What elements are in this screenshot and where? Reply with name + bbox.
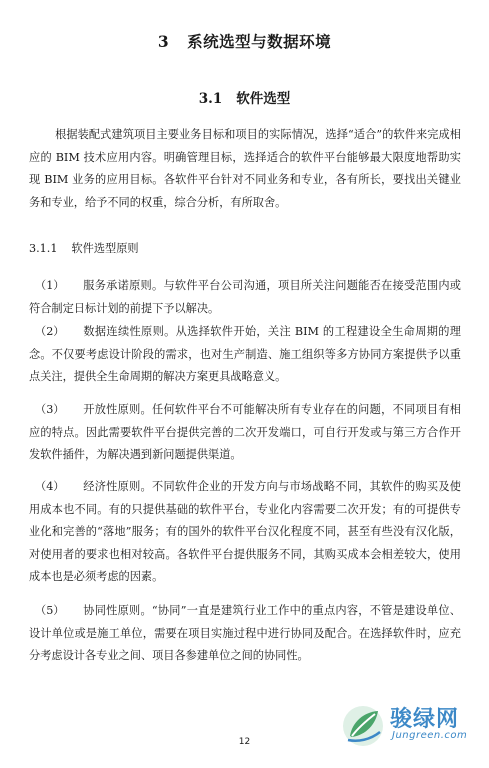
principle-number: （1） xyxy=(35,279,65,292)
intro-paragraph xyxy=(29,124,461,214)
principle-item xyxy=(29,476,461,589)
principle-item xyxy=(29,321,461,389)
principle-number: （5） xyxy=(35,604,65,617)
principle-text: 数据连续性原则。从选择软件开始，关注 BIM 的工程建设全生命周期的理念。不仅要考虑设计阶段的需求，也对生产制造、施工组织等多方协同方案提供予以重点关注，提供全生命周期的解决方案更具战略意义。 xyxy=(29,325,461,384)
principle-text: 经济性原则。不同软件企业的开发方向与市场战略不同，其软件的购买及使用成本也不同。有的只提供基础的软件平台，专业化内容需要二次开发；有的可提供专业化和完善的“落地”服务；有的国外的软件平台汉化程度不同，甚至有些没有汉化版，对使用者的要求也相对较高。各软件平台提供服务不同，其购买成本会相差较大，使用成本也是必须考虑的因素。 xyxy=(29,480,461,584)
site-watermark xyxy=(340,700,480,752)
section-heading xyxy=(0,87,489,107)
principle-text: 协同性原则。“协同”一直是建筑行业工作中的重点内容，不管是建设单位、设计单位或是施工单位，需要在项目实施过程中进行协同及配合。在选择软件时，应充分考虑设计各专业之间、项目各参建单位之间的协同性。 xyxy=(29,604,461,663)
subsection-heading xyxy=(29,240,139,256)
principle-item xyxy=(29,275,461,320)
section-number: 3.1 xyxy=(198,91,223,107)
subsection-number: 3.1.1 xyxy=(29,242,58,255)
watermark-site-name: 骏绿网 xyxy=(390,707,460,732)
principle-number: （3） xyxy=(35,403,65,416)
principle-text: 服务承诺原则。与软件平台公司沟通，项目所关注问题能否在接受范围内或符合制定日标计划的前提下予以解决。 xyxy=(29,279,461,315)
green-leaf-logo-icon xyxy=(340,702,386,748)
principle-item xyxy=(29,399,461,467)
watermark-url: Jungreen.com xyxy=(392,730,468,741)
principle-number: （4） xyxy=(35,480,65,493)
principle-number: （2） xyxy=(35,325,65,338)
chapter-heading xyxy=(0,30,489,52)
principle-item xyxy=(29,600,461,668)
chapter-title-text: 系统选型与数据环境 xyxy=(187,32,332,51)
intro-text: 根据装配式建筑项目主要业务目标和项目的实际情况，选择“适合”的软件来完成相应的 BIM 技术应用内容。明确管理目标，选择适合的软件平台能够最大限度地帮助实现 BIM 业务的应用目标。各软件平台针对不同业务和专业，各有所长，要找出关键业务和专业，给予不同的权重，综合分析，有所取舍。 xyxy=(29,128,461,209)
page-number: 12 xyxy=(238,737,251,747)
chapter-number: 3 xyxy=(157,32,170,51)
section-title-text: 软件选型 xyxy=(236,91,291,107)
subsection-title-text: 软件选型原则 xyxy=(71,242,139,255)
principle-text: 开放性原则。任何软件平台不可能解决所有专业存在的问题，不同项目有相应的特点。因此需要软件平台提供完善的二次开发端口，可自行开发或与第三方合作开发软件插件，为解决遇到新问题提供渠道。 xyxy=(29,403,461,462)
